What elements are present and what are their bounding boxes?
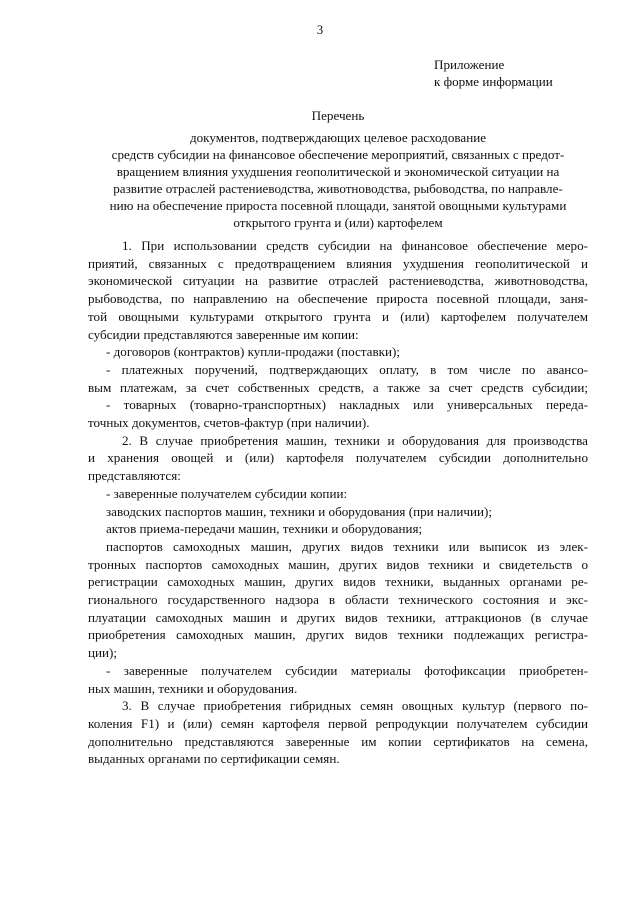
annex-line: к форме информации — [434, 74, 553, 89]
body-line: актов приема-передачи машин, техники и оборудования; — [106, 521, 423, 537]
body-line: экономической ситуации на развитие отраслей растениеводства, животноводства, — [88, 273, 588, 289]
body-line: - платежных поручений, подтверждающих оплату, в том числе по авансо- — [106, 361, 588, 377]
document-title — [88, 107, 588, 231]
body-line: субсидии представляются заверенные им копии: — [88, 326, 359, 342]
body-line: дополнительно представляются заверенные им копии сертификатов на семена, — [88, 733, 588, 749]
body-line: гионального государственного надзора в области технического состояния и экс- — [88, 592, 588, 608]
title-line: нию на обеспечение прироста посевной площади, занятой овощными культурами — [109, 198, 567, 213]
title-main: Перечень — [311, 108, 365, 123]
annex-line: Приложение — [434, 57, 505, 72]
body-line: паспортов самоходных машин, других видов техники или выписок из элек- — [106, 538, 588, 554]
body-line: и хранения овощей и (или) картофеля получателем субсидии дополнительно — [88, 450, 588, 466]
body-line: регистрации самоходных машин, других видов техники, выданных органами ре- — [88, 574, 588, 590]
body-line: вым платежам, за счет собственных средств, а также за счет средств субсидии; — [88, 379, 588, 395]
body-line: 2. В случае приобретения машин, техники и оборудования для производства — [122, 432, 588, 448]
body-line: - заверенные получателем субсидии материалы фотофиксации приобретен- — [106, 662, 588, 678]
body-line: приятий, связанных с предотвращением влияния ухудшения геополитической и — [88, 255, 588, 271]
title-line: документов, подтверждающих целевое расходование — [189, 130, 487, 145]
title-line: средств субсидии на финансовое обеспечение мероприятий, связанных с предот- — [111, 147, 565, 162]
annex-heading — [434, 56, 604, 90]
body-line: ных машин, техники и оборудования. — [88, 680, 298, 696]
body-line: рыбоводства, по направлению на обеспечение прироста посевной площади, заня- — [88, 291, 588, 307]
page-number: 3 — [316, 23, 324, 37]
body-line: - договоров (контрактов) купли-продажи (поставки); — [106, 344, 401, 360]
body-line: 3. В случае приобретения гибридных семян овощных культур (первого по- — [122, 698, 588, 714]
body-line: точных документов, счетов-фактур (при наличии). — [88, 415, 370, 431]
body-line: - заверенные получателем субсидии копии: — [106, 485, 348, 501]
body-line: представляются: — [88, 468, 181, 484]
document-body — [88, 237, 588, 768]
body-line: заводских паспортов машин, техники и оборудования (при наличии); — [106, 503, 492, 519]
body-line: той овощными культурами открытого грунта и (или) картофелем получателем — [88, 308, 588, 324]
body-line: коления F1) и (или) семян картофеля первой репродукции получателем субсидии — [88, 715, 588, 731]
body-line: выданных органами по сертификации семян. — [88, 751, 340, 767]
body-line: тронных паспортов самоходных машин, других видов техники и свидетельств о — [88, 556, 588, 572]
body-line: ции); — [88, 645, 118, 661]
body-line: плуатации самоходных машин и других видов техники, аттракционов (в случае — [88, 609, 588, 625]
body-line: - товарных (товарно-транспортных) накладных или универсальных переда- — [106, 397, 588, 413]
title-line: развитие отраслей растениеводства, животноводства, рыбоводства, по направле- — [113, 181, 563, 196]
body-line: 1. При использовании средств субсидии на финансовое обеспечение меро- — [122, 238, 588, 253]
title-line: открытого грунта и (или) картофелем — [233, 215, 443, 230]
title-line: вращением влияния ухудшения геополитической и экономической ситуации на — [116, 164, 560, 179]
body-line: приобретения самоходных машин, других видов техники подлежащих регистра- — [88, 627, 588, 643]
